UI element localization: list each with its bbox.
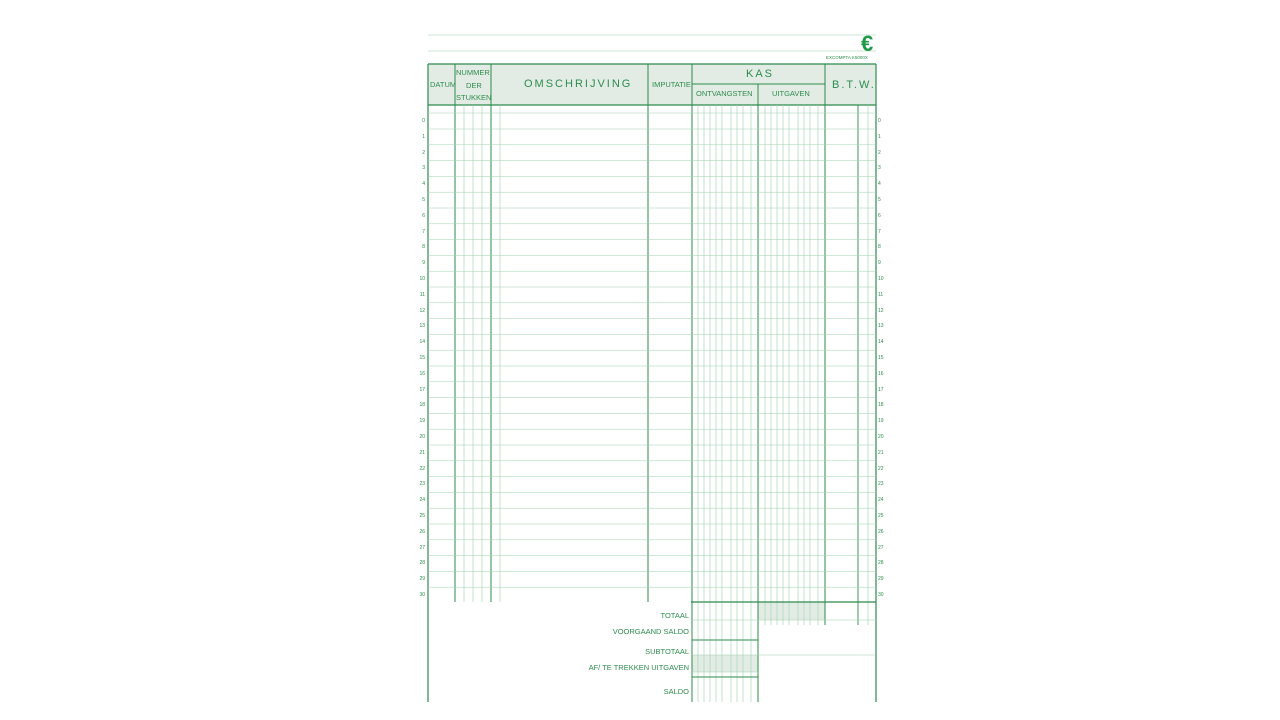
header-nummer-line1: NUMMER <box>456 68 490 77</box>
header-uitgaven: UITGAVEN <box>772 89 810 98</box>
row-number-left: 20 <box>419 434 425 440</box>
row-number-right: 1 <box>878 133 881 140</box>
row-number-right: 28 <box>878 560 884 567</box>
row-number-right: 26 <box>878 528 884 535</box>
row-number-left: 13 <box>419 323 425 330</box>
row-number-left: 28 <box>419 560 425 567</box>
row-number-right: 19 <box>878 418 884 425</box>
row-number-right: 15 <box>878 355 884 361</box>
row-number-right: 18 <box>878 402 884 409</box>
row-number-left: 30 <box>419 592 425 598</box>
row-number-right: 21 <box>878 449 884 456</box>
row-number-right: 5 <box>878 197 881 203</box>
row-number-left: 2 <box>422 149 425 156</box>
row-number-right: 30 <box>878 592 884 598</box>
totaal-uitgaven-shade <box>758 602 825 620</box>
row-number-right: 23 <box>878 481 884 488</box>
row-number-left: 12 <box>419 307 425 314</box>
row-number-right: 27 <box>878 544 884 551</box>
row-number-left: 8 <box>422 244 425 251</box>
row-number-right: 14 <box>878 339 884 346</box>
row-number-right: 9 <box>878 260 881 267</box>
af-te-trekken-shade <box>692 655 758 672</box>
row-number-left: 10 <box>419 276 425 282</box>
row-number-left: 17 <box>419 386 425 393</box>
row-number-right: 17 <box>878 386 884 393</box>
header-nummer-line2: DER <box>466 81 482 90</box>
row-number-left: 15 <box>419 355 425 361</box>
row-number-right: 4 <box>878 181 881 188</box>
row-number-right: 22 <box>878 465 884 472</box>
row-number-right: 8 <box>878 244 881 251</box>
row-number-left: 1 <box>422 133 425 140</box>
row-number-left: 21 <box>419 449 425 456</box>
row-number-left: 0 <box>422 118 425 124</box>
row-number-left: 14 <box>419 339 425 346</box>
row-number-left: 24 <box>419 497 425 504</box>
row-number-right: 20 <box>878 434 884 440</box>
footer-af-te-trekken-uitgaven: AF/ TE TREKKEN UITGAVEN <box>588 663 689 672</box>
header-nummer-line3: STUKKEN <box>456 93 492 102</box>
row-number-left: 4 <box>422 181 425 188</box>
row-number-left: 18 <box>419 402 425 409</box>
row-number-left: 6 <box>422 212 425 219</box>
header-imputatie: IMPUTATIE <box>652 80 691 89</box>
row-number-right: 12 <box>878 307 884 314</box>
row-number-left: 23 <box>419 481 425 488</box>
footer-voorgaand-saldo: VOORGAAND SALDO <box>612 627 689 636</box>
row-number-right: 16 <box>878 370 884 377</box>
row-number-left: 26 <box>419 528 425 535</box>
euro-icon: € <box>861 31 874 56</box>
row-number-right: 13 <box>878 323 884 330</box>
row-number-right: 24 <box>878 497 884 504</box>
header-btw: B.T.W. <box>832 79 876 91</box>
footer-subtotaal: SUBTOTAAL <box>645 647 689 656</box>
row-number-right: 7 <box>878 228 881 235</box>
header-datum: DATUM <box>430 80 457 89</box>
row-number-left: 27 <box>419 544 425 551</box>
row-number-right: 6 <box>878 212 881 219</box>
row-number-right: 0 <box>878 118 881 124</box>
row-number-right: 10 <box>878 276 884 282</box>
row-number-left: 22 <box>419 465 425 472</box>
row-number-left: 16 <box>419 370 425 377</box>
row-number-left: 19 <box>419 418 425 425</box>
row-number-right: 2 <box>878 149 881 156</box>
footer-saldo: SALDO <box>663 687 689 696</box>
row-number-left: 5 <box>422 197 425 203</box>
row-number-left: 25 <box>419 513 425 519</box>
row-number-left: 7 <box>422 228 425 235</box>
row-number-left: 3 <box>422 165 425 172</box>
row-number-right: 3 <box>878 165 881 172</box>
header-ontvangsten: ONTVANGSTEN <box>696 89 753 98</box>
header-kas: KAS <box>746 68 775 80</box>
row-number-right: 29 <box>878 576 884 583</box>
header-omschrijving: OMSCHRIJVING <box>524 78 633 90</box>
row-number-left: 9 <box>422 260 425 267</box>
footer-totaal: TOTAAL <box>660 611 689 620</box>
row-number-right: 25 <box>878 513 884 519</box>
row-number-left: 11 <box>419 291 425 298</box>
reference-code: EXCOMPTA K5000X <box>826 55 868 60</box>
row-number-right: 11 <box>878 291 884 298</box>
row-number-left: 29 <box>419 576 425 583</box>
